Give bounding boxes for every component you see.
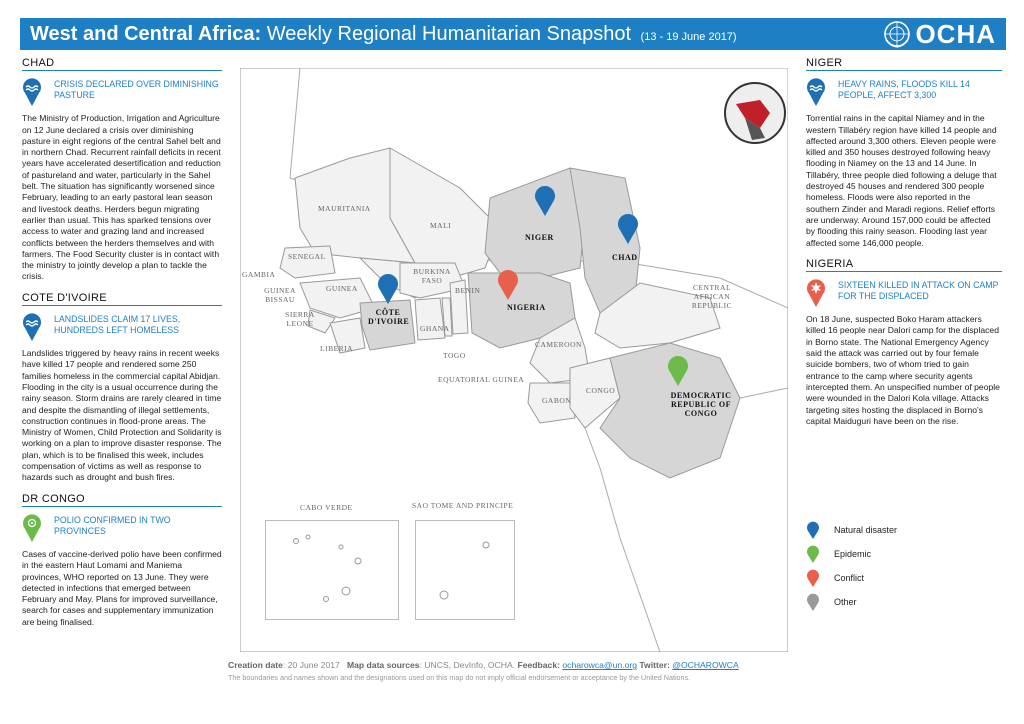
map-region-senegal: [280, 246, 335, 278]
nigeria-item-header: [806, 278, 1002, 308]
inset-cabo-verde: [265, 520, 399, 620]
section-title-niger: NIGER: [806, 58, 1002, 71]
epidemic-marker-icon: [806, 544, 820, 564]
cote-body: Landslides triggered by heavy rains in recent weeks have killed 17 people and rendered some 250 families homeless in the commercial capital Abidjan. Flooding in the city is a usual occurrence during the rainy season. Storm drains are rarely cleared in time and despite the dismantling of illegal settlements, construction continues in flood-prone areas. The Ministry of Women, Child Protection and Solidarity is working on a plan to improve disaster response. The plan, which is to be finalised this week, includes compensation of victims as well as response to hazards such as drought and bush fires.: [22, 348, 222, 483]
natural-disaster-pin-icon: [22, 312, 42, 342]
feedback-email-link[interactable]: ocharowca@un.org: [562, 660, 638, 670]
natural-disaster-pin-icon: [806, 77, 826, 107]
legend-item-conflict: [806, 566, 897, 590]
section-title-nigeria: NIGERIA: [806, 259, 1002, 272]
label-congo: CONGO: [586, 386, 616, 395]
label-togo: TOGO: [443, 351, 466, 360]
disclaimer: The boundaries and names shown and the designations used on this map do not imply official endorsement or acceptance by the United Nations.: [228, 673, 691, 682]
twitter-label: Twitter:: [639, 660, 670, 670]
inset-sao-tome: [415, 520, 515, 620]
chad-item-header: [22, 77, 222, 107]
label-chad: CHAD: [612, 253, 638, 262]
label-sao-tome: SAO TOME AND PRINCIPE: [412, 501, 514, 510]
chad-body: The Ministry of Production, Irrigation and Agriculture on 12 June declared a crisis over diminishing pasture in eight regions of the central Sahel belt and in northern Chad. Recurrent rainfall deficits in recent years have accelerated desertification and reduction of pastureland and water, particularly in the Sahel belt. The situation has significantly worsened since February, leading to an early pastoral lean season and livestock deaths. Herders begun migrating earlier than usual. This has sparked tensions over access to water and grazing land and increased conflicts between the herders themselves and with farmers. The Food Security cluster is in contact with the ministry to jointly develop a plan to tackle the crisis.: [22, 113, 221, 282]
title-text: Weekly Regional Humanitarian Snapshot: [266, 22, 632, 45]
title-region: West and Central Africa:: [30, 22, 262, 45]
left-column: [22, 58, 222, 638]
regional-map: [240, 68, 788, 652]
label-gabon: GABON: [542, 396, 572, 405]
label-guinea-bissau: GUINEA BISSAU: [264, 286, 296, 304]
map-region-ghana: [415, 298, 445, 340]
cabo-verde-islands: [266, 521, 398, 619]
cote-item-header: [22, 312, 222, 342]
logo-text: OCHA: [915, 18, 996, 49]
section-title-dr-congo: DR CONGO: [22, 494, 222, 507]
cote-headline: LANDSLIDES CLAIM 17 LIVES, HUNDREDS LEFT HOMELESS: [54, 314, 181, 336]
twitter-link[interactable]: @OCHAROWCA: [672, 660, 739, 670]
section-title-cote-divoire: COTE D'IVOIRE: [22, 293, 222, 306]
conflict-marker-icon: [806, 568, 820, 588]
label-liberia: LIBERIA: [320, 344, 354, 353]
legend-label: Other: [834, 597, 857, 607]
nigeria-headline: SIXTEEN KILLED IN ATTACK ON CAMP FOR THE DISPLACED: [838, 280, 999, 302]
legend-label: Conflict: [834, 573, 865, 583]
feedback-label: Feedback:: [517, 660, 560, 670]
niger-headline: HEAVY RAINS, FLOODS KILL 14 PEOPLE, AFFECT 3,300: [838, 79, 970, 101]
sources-label: Map data sources: [346, 660, 420, 670]
niger-body: Torrential rains in the capital Niamey and in the western Tillabéry region have killed 14 people and affected around 3,300 others. Eleven people were killed and 350 houses destroyed following heavy flooding in Niamey on the 13 and 14 June. In Tillabéry, three people died following a deluge that destroyed 45 houses and rendered 300 people homeless. Floods were also reported in the southern Zinder and Maradi regions. Relief efforts are underway. Around 157,000 could be affected by flooding this rainy season. Flooding last year affected some 146,000 people.: [806, 113, 997, 248]
other-marker-icon: [806, 592, 820, 612]
label-car: CENTRAL AFRICAN REPUBLIC: [691, 283, 733, 310]
label-gambia: GAMBIA: [242, 270, 276, 279]
label-ghana: GHANA: [420, 324, 450, 333]
label-equatorial-guinea: EQUATORIAL GUINEA: [438, 375, 525, 384]
label-cabo-verde: CABO VERDE: [300, 503, 353, 512]
niger-item-header: [806, 77, 1002, 107]
creation-date-value: : 20 June 2017: [282, 660, 340, 670]
legend-item-natural-disaster: [806, 518, 897, 542]
legend-item-epidemic: [806, 542, 897, 566]
drc-headline: POLIO CONFIRMED IN TWO PROVINCES: [54, 514, 171, 536]
label-niger: NIGER: [525, 233, 554, 242]
label-mali: MALI: [430, 221, 452, 230]
footer-credits: [228, 660, 848, 670]
footer: [228, 660, 848, 682]
label-cameroon: CAMEROON: [535, 340, 582, 349]
epidemic-pin-icon: [22, 513, 42, 543]
label-nigeria: NIGERIA: [507, 303, 546, 312]
legend: [806, 518, 897, 614]
right-column: [806, 58, 1002, 437]
drc-body: Cases of vaccine-derived polio have been confirmed in the eastern Haut Lomami and Maniema provinces, WHO reported on 13 June. They were detected in infections that emerged between February and May. Plans for improved surveillance, search for cases and supplementary immunization are being finalised.: [22, 548, 222, 627]
label-cote-divoire: CÔTE D'IVOIRE: [368, 308, 410, 326]
label-drc: DEMOCRATIC REPUBLIC OF CONGO: [670, 391, 732, 418]
header-bar: [20, 18, 1006, 50]
label-benin: BENIN: [455, 286, 481, 295]
title-dates: (13 - 19 June 2017): [640, 30, 737, 43]
label-guinea: GUINEA: [326, 284, 358, 293]
nigeria-body: On 18 June, suspected Boko Haram attackers killed 16 people near Dalori camp for the displaced in Borno state. The National Emergency Agency said the attack was carried out by four female suicide bombers, two of whom tried to gain entrance to the camp where security agents intercepted them. An unspecified number of people were wounded in the Dalori Kola village. Attacks targeting sites hosting the displaced in Borno's capital Maiduguri have been on the rise.: [806, 314, 1000, 426]
creation-date-label: Creation date: [228, 660, 283, 670]
page-title: [20, 23, 737, 46]
label-senegal: SENEGAL: [288, 252, 326, 261]
legend-label: Natural disaster: [834, 525, 898, 535]
section-title-chad: CHAD: [22, 58, 222, 71]
legend-label: Epidemic: [834, 549, 872, 559]
natural-disaster-pin-icon: [22, 77, 42, 107]
sources-value: : UNCS, DevInfo, OCHA.: [419, 660, 516, 670]
natural-disaster-marker-icon: [806, 520, 820, 540]
legend-item-other: [806, 590, 897, 614]
ocha-logo: [883, 19, 1006, 50]
un-emblem-icon: [883, 20, 911, 48]
drc-item-header: [22, 513, 222, 543]
label-sierra-leone: SIERRA LEONE: [285, 310, 315, 328]
sao-tome-islands: [416, 521, 514, 619]
label-burkina-faso: BURKINA FASO: [413, 267, 451, 285]
conflict-pin-icon: [806, 278, 826, 308]
globe-locator-icon: [725, 83, 785, 143]
chad-headline: CRISIS DECLARED OVER DIMINISHING PASTURE: [54, 79, 219, 101]
label-mauritania: MAURITANIA: [318, 204, 371, 213]
